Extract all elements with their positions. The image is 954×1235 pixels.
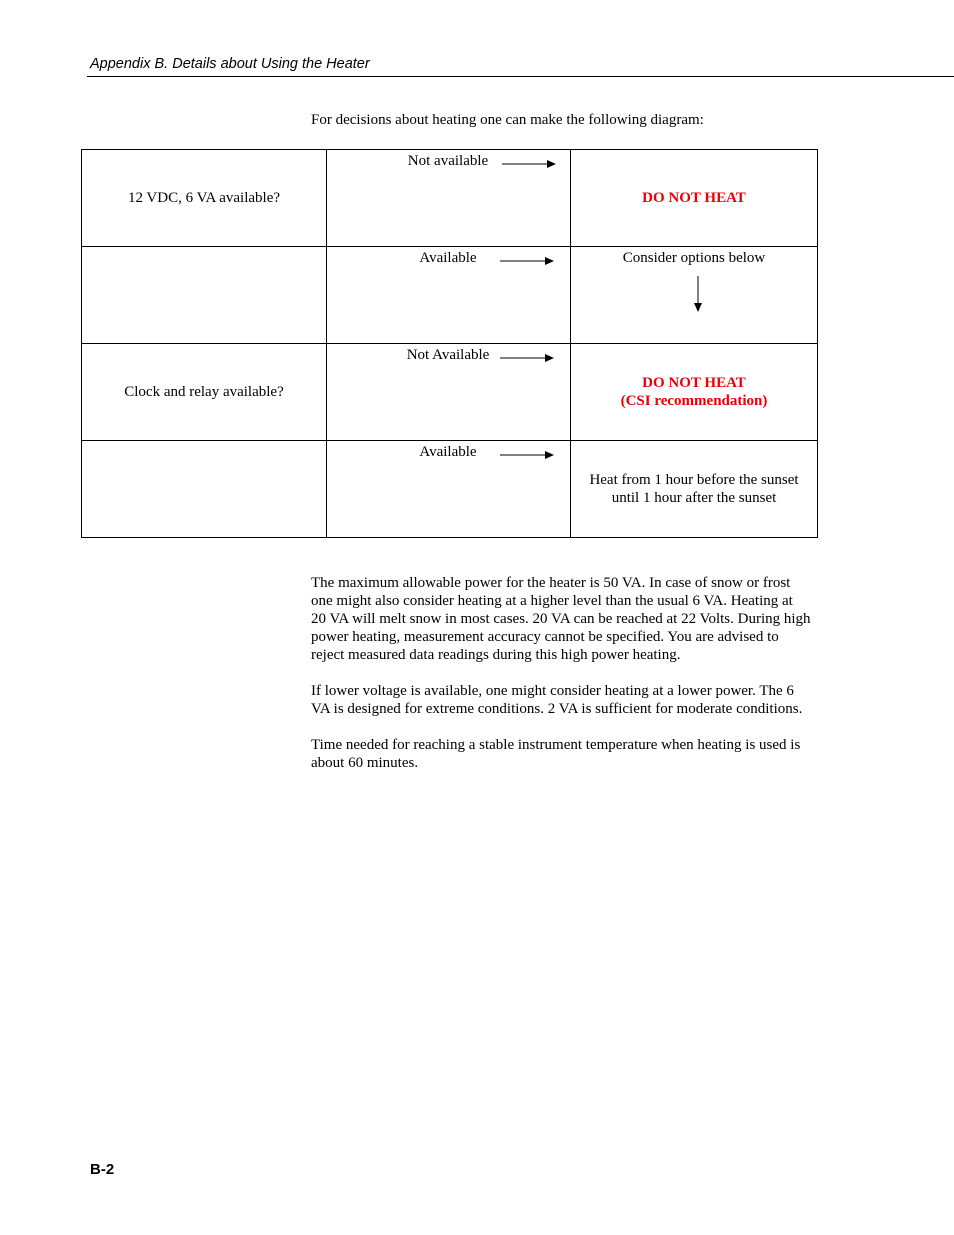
condition-cell <box>82 344 327 441</box>
page-number: B-2 <box>90 1161 115 1178</box>
option-label: Available <box>419 250 477 266</box>
table-row <box>82 441 818 538</box>
result-warning: DO NOT HEAT <box>642 190 746 206</box>
running-header: Appendix B. Details about Using the Heater <box>90 56 370 72</box>
condition-label: Clock and relay available? <box>124 384 284 400</box>
result-cell <box>571 344 818 441</box>
body-text <box>311 574 811 790</box>
table-row <box>82 344 818 441</box>
paragraph: If lower voltage is available, one might consider heating at a lower power. The 6 VA is designed for extreme conditions. 2 VA is sufficient for moderate conditions. <box>311 683 803 717</box>
arrow-right-icon <box>502 159 556 169</box>
condition-cell <box>82 150 327 247</box>
condition-cell <box>82 247 327 344</box>
result-warning-line: DO NOT HEAT <box>642 375 746 391</box>
option-label: Not Available <box>406 347 490 363</box>
result-cell <box>571 247 818 344</box>
header-rule <box>87 76 954 77</box>
option-cell <box>327 150 571 247</box>
decision-table <box>81 149 818 538</box>
result-cell <box>571 441 818 538</box>
option-cell <box>327 441 571 538</box>
result-cell <box>571 150 818 247</box>
arrow-right-icon <box>500 450 554 460</box>
table-row <box>82 247 818 344</box>
result-line: Heat from 1 hour before the sunset <box>589 472 799 488</box>
condition-cell <box>82 441 327 538</box>
result-warning <box>571 374 817 410</box>
option-cell <box>327 247 571 344</box>
condition-label: 12 VDC, 6 VA available? <box>127 190 281 206</box>
intro-text: For decisions about heating one can make the following diagram: <box>311 112 704 128</box>
option-cell <box>327 344 571 441</box>
arrow-down-icon <box>693 276 703 312</box>
option-label: Not available <box>407 153 489 169</box>
table-row <box>82 150 818 247</box>
result-label: Consider options below <box>622 250 766 266</box>
paragraph: Time needed for reaching a stable instrument temperature when heating is used is about 60 minutes. <box>311 737 801 771</box>
result-line: until 1 hour after the sunset <box>611 490 777 506</box>
result-label <box>571 471 817 507</box>
arrow-right-icon <box>500 256 554 266</box>
option-label: Available <box>419 444 477 460</box>
result-warning-note: (CSI recommendation) <box>620 393 768 409</box>
arrow-right-icon <box>500 353 554 363</box>
paragraph: The maximum allowable power for the heater is 50 VA. In case of snow or frost one might also consider heating at a higher level than the usual 6 VA. Heating at 20 VA will melt snow in most cases. 20 VA can be reached at 22 Volts. During high power heating, measurement accuracy cannot be specified. You are advised to reject measured data readings during this high power heating. <box>311 575 811 663</box>
